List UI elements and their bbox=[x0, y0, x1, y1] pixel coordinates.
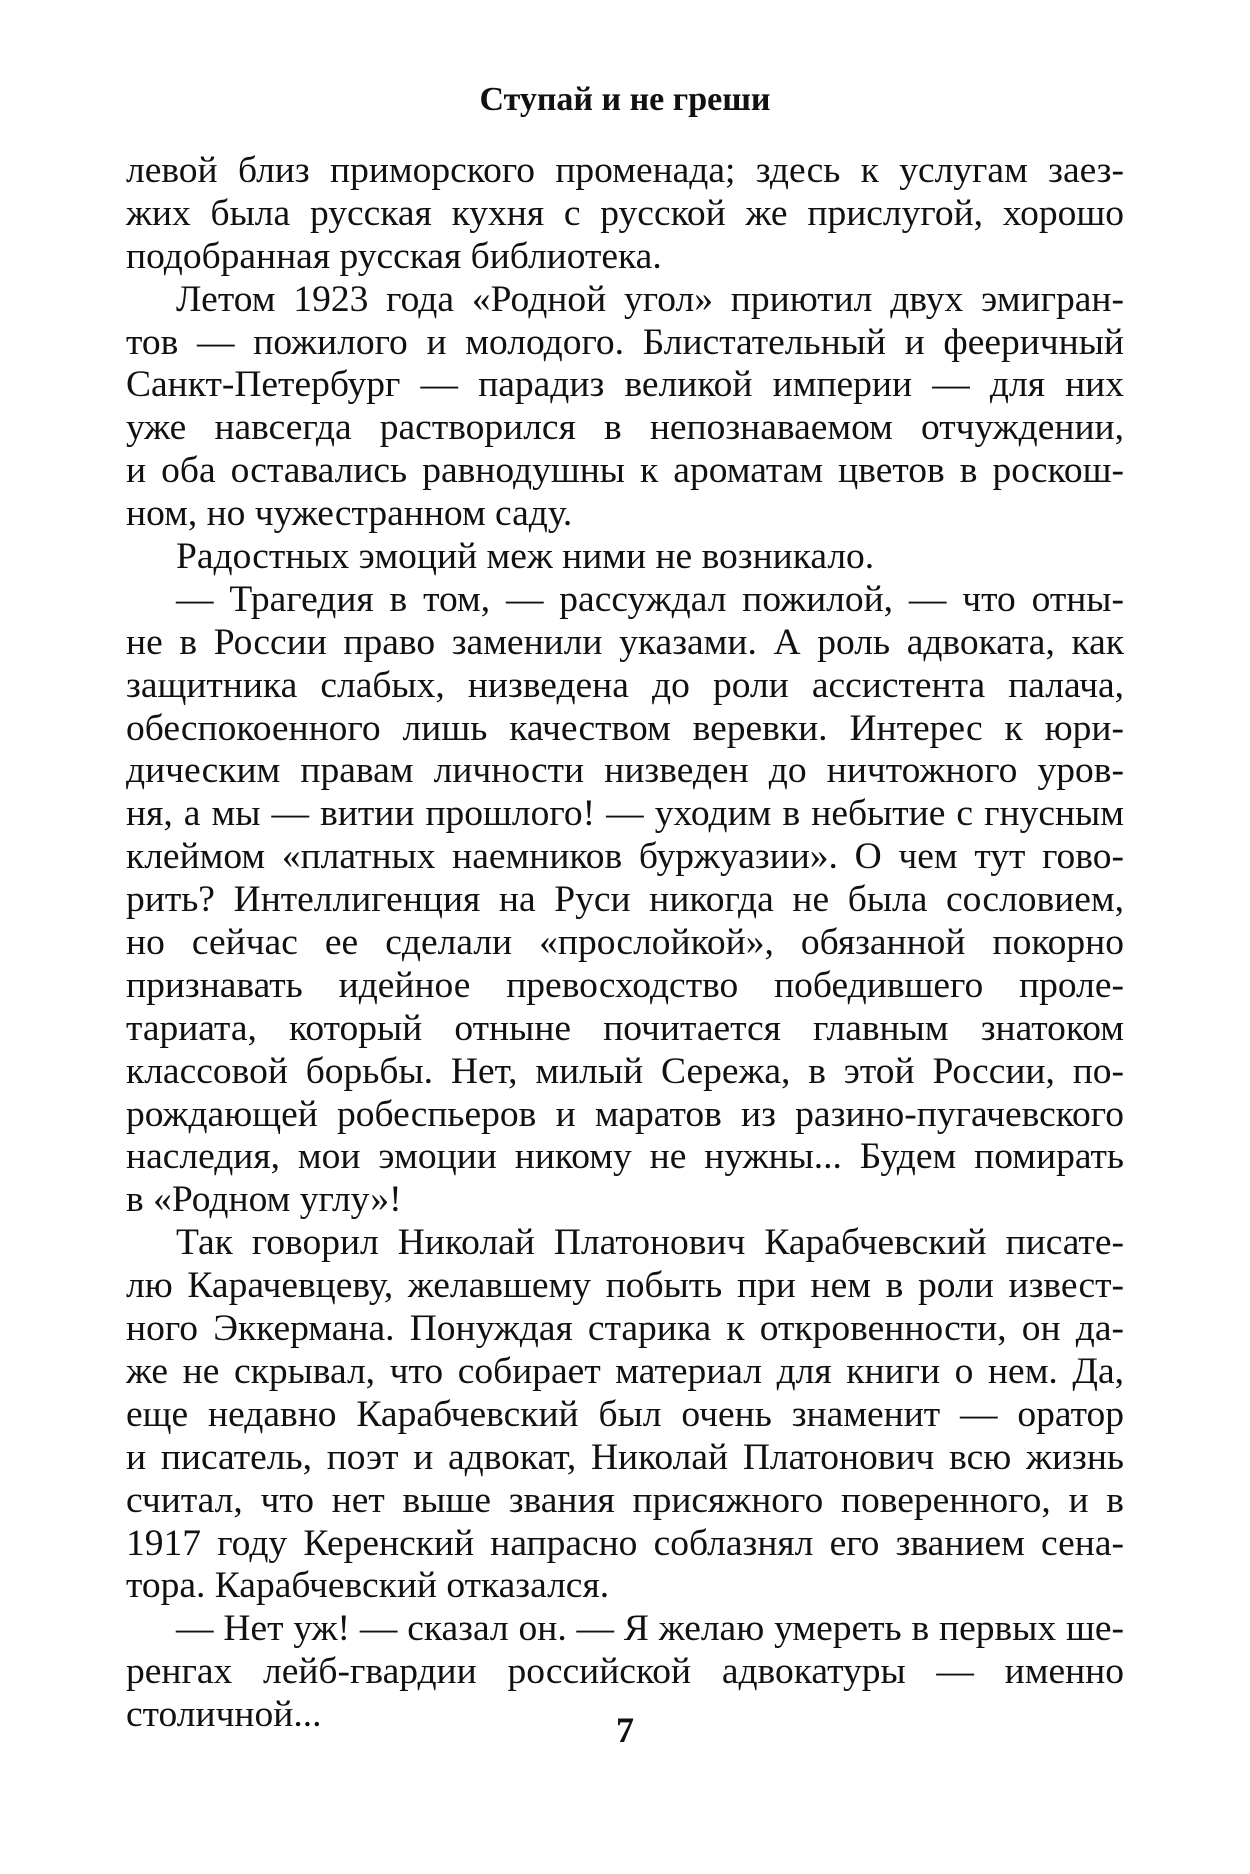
text-line: же не скрывал, что собирает материал для книги о нем. Да, bbox=[126, 1350, 1124, 1392]
text-line: уже навсегда растворился в непознаваемом отчуждении, bbox=[126, 407, 1124, 449]
text-line: еще недавно Карабчевский был очень знаменит — оратор bbox=[126, 1393, 1124, 1435]
paragraph bbox=[126, 536, 1124, 579]
text-line: ня, а мы — витии прошлого! — уходим в небытие с гнусным bbox=[126, 793, 1124, 835]
text-line: и оба оставались равнодушны к ароматам цветов в роскош- bbox=[126, 450, 1124, 492]
text-line: — Нет уж! — сказал он. — Я желаю умереть в первых ше- bbox=[176, 1608, 1124, 1650]
running-head: Ступай и не греши bbox=[479, 81, 771, 118]
body-text bbox=[126, 150, 1124, 1737]
text-line: жих была русская кухня с русской же прислугой, хорошо bbox=[126, 192, 1124, 234]
text-line: рить? Интеллигенция на Руси никогда не была сословием, bbox=[126, 879, 1124, 921]
text-line: 1917 году Керенский напрасно соблазнял его званием сена- bbox=[126, 1522, 1124, 1564]
text-line: Радостных эмоций меж ними не возникало. bbox=[176, 536, 875, 578]
text-line: обеспокоенного лишь качеством веревки. Интерес к юри- bbox=[126, 707, 1124, 749]
text-line: Санкт-Петербург — парадиз великой империи — для них bbox=[126, 364, 1124, 406]
text-line: Летом 1923 года «Родной угол» приютил двух эмигран- bbox=[176, 278, 1124, 320]
text-line: столичной... bbox=[126, 1694, 322, 1736]
text-line: ного Эккермана. Понуждая старика к откровенности, он да- bbox=[126, 1308, 1124, 1350]
text-line: ном, но чужестранном саду. bbox=[126, 493, 573, 535]
text-line: классовой борьбы. Нет, милый Сережа, в этой России, по- bbox=[126, 1050, 1124, 1092]
page-number: 7 bbox=[616, 1710, 634, 1750]
text-line: подобранная русская библиотека. bbox=[126, 235, 662, 277]
text-line: Так говорил Николай Платонович Карабчевский писате- bbox=[176, 1222, 1124, 1264]
text-line: лю Карачевцеву, желавшему побыть при нем в роли извест- bbox=[126, 1265, 1124, 1307]
text-line: тариата, который отныне почитается главным знатоком bbox=[126, 1007, 1124, 1049]
text-line: клеймом «платных наемников буржуазии». О чем тут гово- bbox=[126, 836, 1124, 878]
text-line: дическим правам личности низведен до ничтожного уров- bbox=[126, 750, 1124, 792]
text-line: тора. Карабчевский отказался. bbox=[126, 1565, 610, 1607]
text-line: защитника слабых, низведена до роли ассистента палача, bbox=[126, 664, 1124, 706]
text-line: считал, что нет выше звания присяжного поверенного, и в bbox=[126, 1479, 1124, 1521]
text-line: наследия, мои эмоции никому не нужны... Будем помирать bbox=[126, 1136, 1124, 1178]
text-line: и писатель, поэт и адвокат, Николай Платонович всю жизнь bbox=[126, 1436, 1124, 1478]
text-line: но сейчас ее сделали «прослойкой», обязанной покорно bbox=[126, 922, 1124, 964]
text-line: в «Родном углу»! bbox=[126, 1179, 402, 1221]
text-line: не в России право заменили указами. А роль адвоката, как bbox=[126, 621, 1124, 663]
paragraph bbox=[126, 1222, 1124, 1608]
paragraph bbox=[126, 579, 1124, 1222]
paragraph bbox=[126, 150, 1124, 279]
text-line: тов — пожилого и молодого. Блистательный и фееричный bbox=[126, 321, 1124, 363]
text-line: левой близ приморского променада; здесь к услугам заез- bbox=[126, 150, 1124, 191]
text-line: признавать идейное превосходство победившего проле- bbox=[126, 964, 1124, 1006]
text-line: ренгах лейб-гвардии российской адвокатуры — именно bbox=[126, 1651, 1124, 1693]
paragraph bbox=[126, 279, 1124, 536]
text-line: рождающей робеспьеров и маратов из разино-пугачевского bbox=[126, 1093, 1124, 1135]
text-line: — Трагедия в том, — рассуждал пожилой, — что отны- bbox=[176, 578, 1124, 620]
